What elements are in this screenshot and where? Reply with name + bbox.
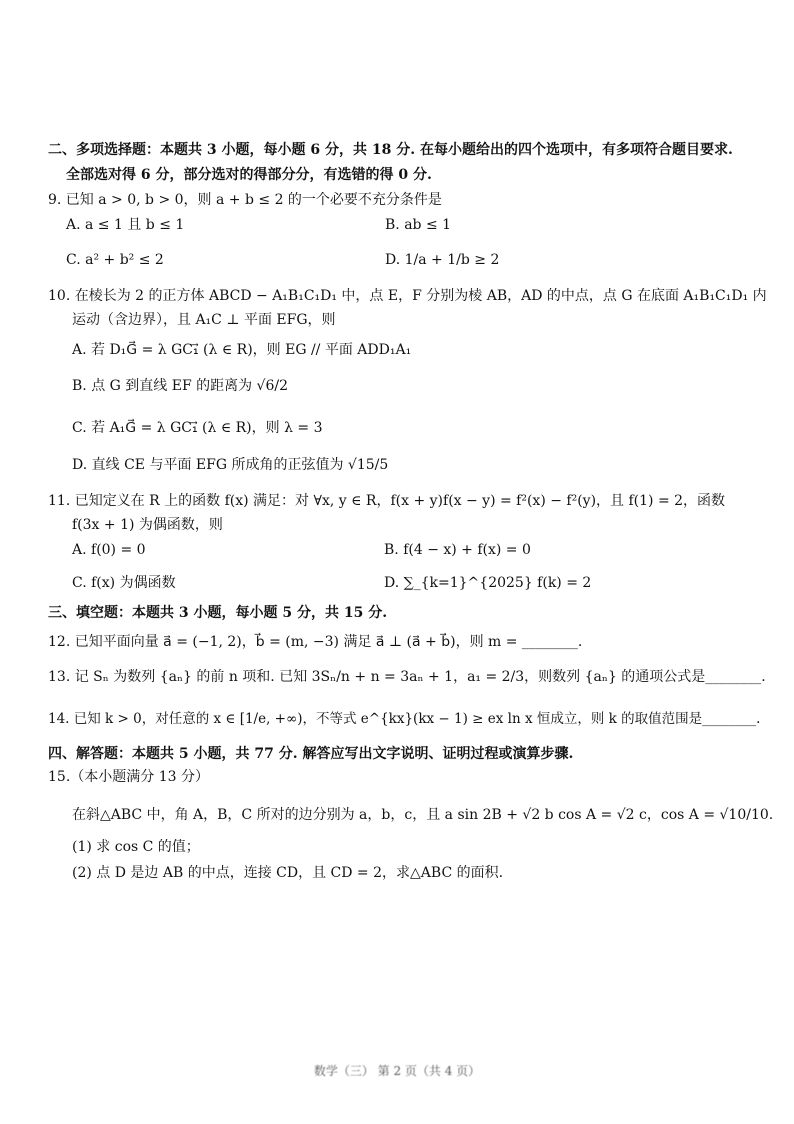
q10-stem-line1: 10. 在棱长为 2 的正方体 ABCD − A₁B₁C₁D₁ 中，点 E，F 分别为棱 AB，AD 的中点，点 G 在底面 A₁B₁C₁D₁ 内 xyxy=(48,288,767,304)
q11-option-b: B. f(4 − x) + f(x) = 0 xyxy=(384,542,531,558)
section3-heading: 三、填空题：本题共 3 小题，每小题 5 分，共 15 分. xyxy=(48,605,388,621)
q13-text: 13. 记 Sₙ 为数列 {aₙ} 的前 n 项和. 已知 3Sₙ/n + n = 3aₙ + 1，a₁ = 2/3，则数列 {aₙ} 的通项公式是________. xyxy=(48,669,766,685)
q11-stem-line1: 11. 已知定义在 R 上的函数 f(x) 满足：对 ∀x, y ∈ R，f(x + y)f(x − y) = f²(x) − f²(y)，且 f(1) = 2，函数 xyxy=(48,493,726,509)
q9-option-a: A. a ≤ 1 且 b ≤ 1 xyxy=(66,217,185,233)
page-footer: 数学（三） 第 2 页（共 4 页） xyxy=(313,1064,481,1078)
section4-heading: 四、解答题：本题共 5 小题，共 77 分. 解答应写出文字说明、证明过程或演算步骤. xyxy=(48,746,574,762)
q10-stem-line2: 运动（含边界），且 A₁C ⊥ 平面 EFG，则 xyxy=(72,312,336,328)
q15-part1: (1) 求 cos C 的值； xyxy=(72,839,200,855)
q11-stem-line2: f(3x + 1) 为偶函数，则 xyxy=(72,517,223,533)
section2-heading-line2: 全部选对得 6 分，部分选对的得部分分，有选错的得 0 分. xyxy=(66,167,432,183)
q10-option-b: B. 点 G 到直线 EF 的距离为 √6/2 xyxy=(72,378,289,394)
q11-option-d: D. ∑_{k=1}^{2025} f(k) = 2 xyxy=(384,575,592,591)
q11-option-a: A. f(0) = 0 xyxy=(72,542,146,558)
q14-text: 14. 已知 k > 0，对任意的 x ∈ [1/e, +∞)，不等式 e^{kx}(kx − 1) ≥ ex ln x 恒成立，则 k 的取值范围是________. xyxy=(48,711,761,727)
q12-text: 12. 已知平面向量 a⃗ = (−1, 2)，b⃗ = (m, −3) 满足 a⃗ ⊥ (a⃗ + b⃗)，则 m = ________. xyxy=(48,634,583,650)
q9-option-d: D. 1/a + 1/b ≥ 2 xyxy=(385,252,500,268)
q15-part2: (2) 点 D 是边 AB 的中点，连接 CD，且 CD = 2，求△ABC 的面积. xyxy=(72,865,504,881)
q10-option-d: D. 直线 CE 与平面 EFG 所成角的正弦值为 √15/5 xyxy=(72,457,389,473)
q9-stem: 9. 已知 a > 0, b > 0，则 a + b ≤ 2 的一个必要不充分条件是 xyxy=(48,192,442,208)
q15-title: 15.（本小题满分 13 分） xyxy=(48,769,209,785)
q15-stem: 在斜△ABC 中，角 A，B，C 所对的边分别为 a，b，c，且 a sin 2B + √2 b cos A = √2 c，cos A = √10/10. xyxy=(72,807,774,823)
q11-option-c: C. f(x) 为偶函数 xyxy=(72,575,176,591)
section2-heading-line1: 二、多项选择题：本题共 3 小题，每小题 6 分，共 18 分. 在每小题给出的四个选项中，有多项符合题目要求. xyxy=(48,142,733,158)
q10-option-c: C. 若 A₁G⃗ = λ GC₁⃗ (λ ∈ R)，则 λ = 3 xyxy=(72,420,323,436)
q9-option-c: C. a² + b² ≤ 2 xyxy=(66,252,164,268)
q10-option-a: A. 若 D₁G⃗ = λ GC₁⃗ (λ ∈ R)，则 EG // 平面 ADD₁A₁ xyxy=(72,342,412,358)
q9-option-b: B. ab ≤ 1 xyxy=(385,217,452,233)
